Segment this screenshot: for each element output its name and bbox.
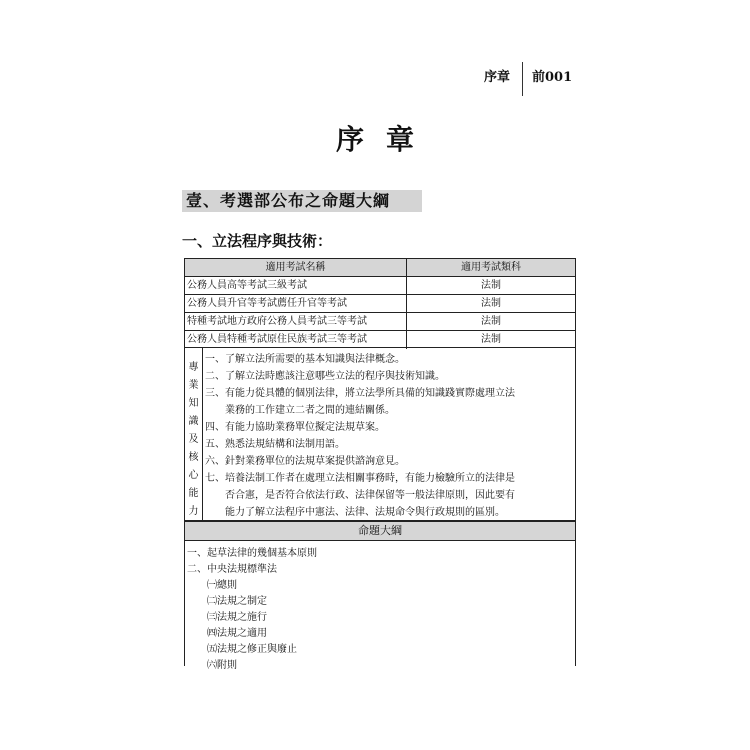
outline-item: 一、起草法律的幾個基本原則 — [187, 548, 317, 559]
competency-item-continued: 業務的工作建立二者之間的連結關係。 — [225, 405, 395, 416]
label-char: 及 — [188, 434, 199, 445]
exam-table-header-name: 適用考試名稱 — [185, 259, 407, 276]
label-char: 知 — [188, 398, 199, 409]
label-char: 能 — [188, 488, 199, 499]
subheading: 一、立法程序與技術： — [182, 232, 333, 250]
competency-item: 四、有能力協助業務單位擬定法規草案。 — [205, 422, 385, 433]
competency-item: 三、有能力從具體的個別法律，將立法學所具備的知識踐實際處理立法 — [205, 388, 515, 399]
exam-table-header-category: 適用考試類科 — [461, 262, 521, 273]
exam-table — [184, 258, 576, 348]
outline-subitem: ㈡法規之制定 — [207, 596, 267, 607]
exam-category-cell: 法制 — [481, 298, 501, 309]
table-row — [185, 313, 575, 331]
running-header-divider — [522, 62, 523, 96]
section-heading: 壹、考選部公布之命題大綱 — [182, 190, 422, 212]
exam-name-cell: 公務人員高等考試三級考試 — [185, 277, 407, 294]
outline-subitem: ㈠總則 — [207, 580, 237, 591]
exam-category-cell: 法制 — [481, 334, 501, 345]
page-title: 序章 — [335, 123, 436, 156]
label-char: 心 — [188, 470, 199, 481]
outline-header: 命題大綱 — [185, 522, 575, 541]
outline-item: 二、中央法規標準法 — [187, 564, 277, 575]
outline-subitem: ㈤法規之修正與廢止 — [207, 644, 297, 655]
exam-category-cell: 法制 — [481, 316, 501, 327]
exam-name-cell: 公務人員特種考試原住民族考試三等考試 — [185, 331, 407, 349]
competency-section — [184, 347, 576, 521]
outline-subitem: ㈢法規之施行 — [207, 612, 267, 623]
label-char: 識 — [188, 416, 199, 427]
exam-table-header-row — [185, 259, 575, 277]
competency-item: 一、了解立法所需要的基本知識與法律概念。 — [205, 354, 405, 365]
competency-item: 五、熟悉法規結構和法制用語。 — [205, 439, 345, 450]
running-header-chapter: 序章 — [484, 70, 511, 85]
exam-category-cell: 法制 — [481, 280, 501, 291]
running-header — [470, 62, 580, 96]
competency-item: 六、針對業務單位的法規草案提供諮詢意見。 — [205, 456, 405, 467]
competency-item: 七、培養法制工作者在處理立法相關事務時，有能力檢驗所立的法律是 — [205, 473, 515, 484]
table-row — [185, 295, 575, 313]
exam-name-cell: 特種考試地方政府公務人員考試三等考試 — [185, 313, 407, 330]
competency-vertical-label — [185, 348, 203, 520]
exam-name-cell: 公務人員升官等考試薦任升官等考試 — [185, 295, 407, 312]
outline-subitem: ㈥附則 — [207, 660, 237, 671]
competency-item-continued: 否合憲，是否符合依法行政、法律保留等一般法律原則，因此要有 — [225, 490, 515, 501]
outline-subitem: ㈣法規之適用 — [207, 628, 267, 639]
label-char: 業 — [188, 380, 199, 391]
label-char: 力 — [188, 506, 199, 517]
outline-section — [184, 521, 576, 671]
table-row — [185, 277, 575, 295]
page-number: 前001 — [532, 70, 573, 85]
competency-item-continued: 能力了解立法程序中憲法、法律、法規命令與行政規則的區別。 — [225, 507, 505, 518]
competency-item: 二、了解立法時應該注意哪些立法的程序與技術知識。 — [205, 371, 445, 382]
label-char: 專 — [188, 362, 199, 373]
label-char: 核 — [188, 452, 199, 463]
